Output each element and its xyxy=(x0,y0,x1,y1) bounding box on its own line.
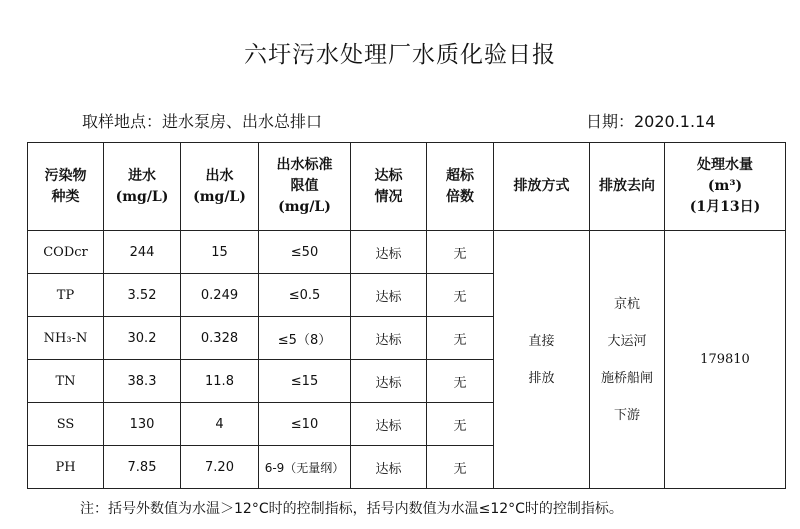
exceed-multiple: 无 xyxy=(427,274,494,317)
header-exceed: 超标 倍数 xyxy=(427,143,494,231)
discharge-destination: 京杭 大运河 施桥船闸 下游 xyxy=(590,231,665,489)
header-volume: 处理水量 (m³) (1月13日) xyxy=(665,143,786,231)
header-inflow: 进水 (mg/L) xyxy=(104,143,181,231)
pollutant-name: TP xyxy=(28,274,104,317)
inflow-value: 7.85 xyxy=(104,446,181,489)
pollutant-name: CODcr xyxy=(28,231,104,274)
outflow-value: 11.8 xyxy=(181,360,259,403)
compliance-status: 达标 xyxy=(351,403,427,446)
inflow-value: 130 xyxy=(104,403,181,446)
water-quality-table xyxy=(27,142,786,489)
header-outflow: 出水 (mg/L) xyxy=(181,143,259,231)
inflow-value: 38.3 xyxy=(104,360,181,403)
header-destination: 排放去向 xyxy=(590,143,665,231)
header-row xyxy=(28,143,786,231)
pollutant-name: PH xyxy=(28,446,104,489)
report-title: 六圩污水处理厂水质化验日报 xyxy=(244,42,556,68)
pollutant-name: SS xyxy=(28,403,104,446)
discharge-method: 直接 排放 xyxy=(494,231,590,489)
compliance-status: 达标 xyxy=(351,231,427,274)
standard-limit: 6-9（无量纲） xyxy=(259,446,351,489)
standard-limit: ≤15 xyxy=(259,360,351,403)
inflow-value: 3.52 xyxy=(104,274,181,317)
sampling-location: 取样地点：进水泵房、出水总排口 xyxy=(82,112,323,131)
pollutant-name: TN xyxy=(28,360,104,403)
header-method: 排放方式 xyxy=(494,143,590,231)
outflow-value: 0.328 xyxy=(181,317,259,360)
compliance-status: 达标 xyxy=(351,274,427,317)
treated-volume: 179810 xyxy=(665,231,786,489)
exceed-multiple: 无 xyxy=(427,403,494,446)
standard-limit: ≤10 xyxy=(259,403,351,446)
exceed-multiple: 无 xyxy=(427,446,494,489)
table-row xyxy=(28,231,786,274)
exceed-multiple: 无 xyxy=(427,231,494,274)
report-date: 日期：2020.1.14 xyxy=(586,112,716,131)
compliance-status: 达标 xyxy=(351,360,427,403)
pollutant-name: NH₃-N xyxy=(28,317,104,360)
standard-limit: ≤50 xyxy=(259,231,351,274)
header-standard: 出水标准 限值 (mg/L) xyxy=(259,143,351,231)
standard-limit: ≤0.5 xyxy=(259,274,351,317)
exceed-multiple: 无 xyxy=(427,360,494,403)
outflow-value: 15 xyxy=(181,231,259,274)
header-pollutant: 污染物 种类 xyxy=(28,143,104,231)
inflow-value: 30.2 xyxy=(104,317,181,360)
outflow-value: 4 xyxy=(181,403,259,446)
inflow-value: 244 xyxy=(104,231,181,274)
standard-limit: ≤5（8） xyxy=(259,317,351,360)
footnote: 注：括号外数值为水温＞12°C时的控制指标，括号内数值为水温≤12°C时的控制指标。 xyxy=(80,501,623,517)
compliance-status: 达标 xyxy=(351,446,427,489)
outflow-value: 0.249 xyxy=(181,274,259,317)
compliance-status: 达标 xyxy=(351,317,427,360)
outflow-value: 7.20 xyxy=(181,446,259,489)
exceed-multiple: 无 xyxy=(427,317,494,360)
header-compliance: 达标 情况 xyxy=(351,143,427,231)
